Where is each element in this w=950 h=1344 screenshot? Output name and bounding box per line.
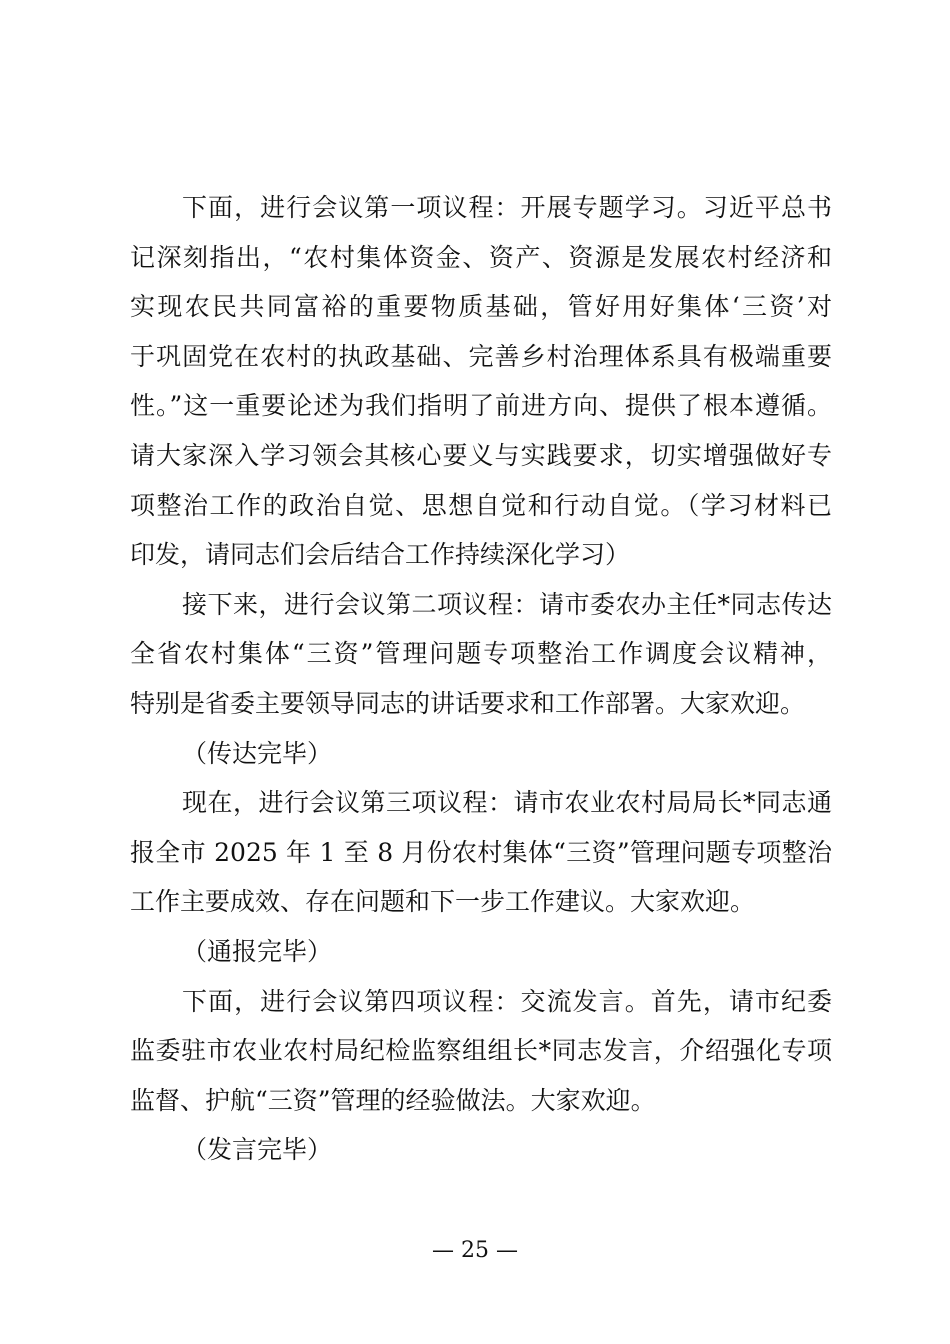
text-line: 下面，进行会议第一项议程：开展专题学习。习近平总书	[182, 193, 832, 222]
text-line: 实现农民共同富裕的重要物质基础，管好用好集体‘三资’对	[130, 292, 832, 322]
text-line: 下面，进行会议第四项议程：交流发言。首先，请市纪委	[182, 986, 832, 1016]
paragraph	[130, 927, 832, 977]
text-line: 特别是省委主要领导同志的讲话要求和工作部署。大家欢迎。	[130, 688, 806, 718]
text-line: 监委驻市农业农村局纪检监察组组长*同志发言，介绍强化专项	[130, 1036, 832, 1066]
text-line: 印发，请同志们会后结合工作持续深化学习）	[130, 540, 631, 570]
paragraph	[130, 977, 832, 1126]
paragraph	[130, 729, 832, 779]
text-line: 报全市 2025 年 1 至 8 月份农村集体“三资”管理问题专项整治	[130, 837, 832, 867]
text-line: 监督、护航“三资”管理的经验做法。大家欢迎。	[130, 1085, 656, 1115]
text-line: （发言完毕）	[182, 1135, 333, 1165]
text-line: 接下来，进行会议第二项议程：请市委农办主任*同志传达	[182, 589, 832, 619]
text-line: （传达完毕）	[182, 738, 333, 768]
text-line: 性。”这一重要论述为我们指明了前进方向、提供了根本遵循。	[130, 391, 832, 421]
paragraph	[130, 778, 832, 927]
paragraph	[130, 183, 832, 580]
text-line: 全省农村集体“三资”管理问题专项整治工作调度会议精神，	[130, 639, 832, 669]
text-line: 记深刻指出，“农村集体资金、资产、资源是发展农村经济和	[130, 242, 832, 272]
text-line: 请大家深入学习领会其核心要义与实践要求，切实增强做好专	[130, 440, 832, 470]
text-line: （通报完毕）	[182, 936, 333, 966]
text-line: 于巩固党在农村的执政基础、完善乡村治理体系具有极端重要	[130, 341, 832, 371]
page-number: — 25 —	[432, 1238, 518, 1263]
paragraph	[130, 1125, 832, 1175]
document-body	[130, 183, 832, 1175]
text-line: 工作主要成效、存在问题和下一步工作建议。大家欢迎。	[130, 887, 756, 917]
text-line: 现在，进行会议第三项议程：请市农业农村局局长*同志通	[182, 788, 832, 818]
text-line: 项整治工作的政治自觉、思想自觉和行动自觉。（学习材料已	[130, 490, 832, 520]
paragraph	[130, 580, 832, 729]
